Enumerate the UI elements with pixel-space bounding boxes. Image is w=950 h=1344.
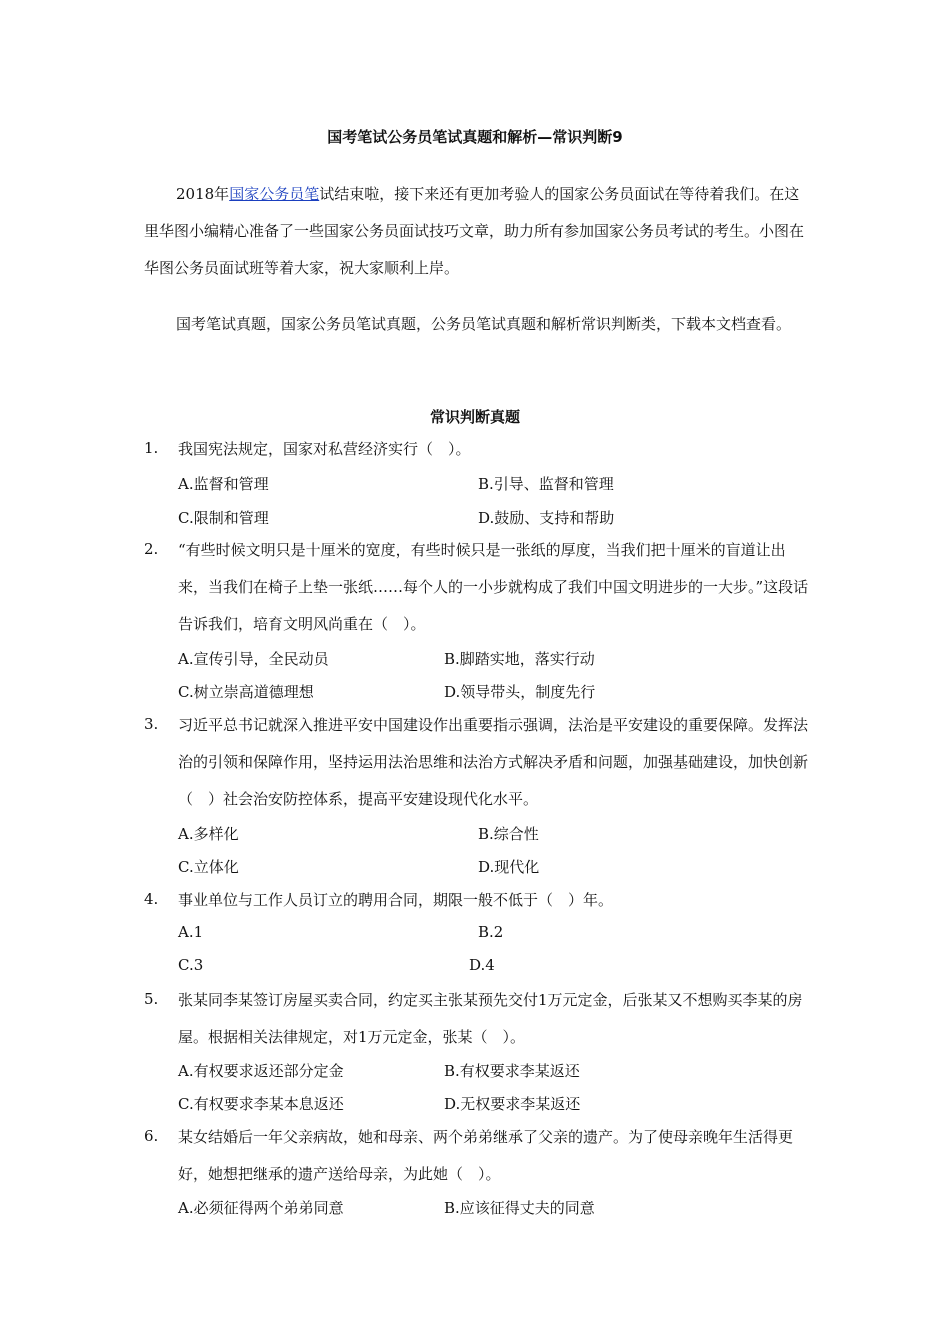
option-b: B.应该征得丈夫的同意: [444, 1199, 595, 1217]
civil-servant-link[interactable]: 国家公务员笔: [229, 185, 320, 203]
document-title: 国考笔试公务员笔试真题和解析—常识判断9: [327, 128, 623, 146]
question-text: 某女结婚后一年父亲病故，她和母亲、两个弟弟继承了父亲的遗产。为了使母亲晚年生活得更好，她想把继承的遗产送给母亲，为此她（ ）。: [178, 1128, 794, 1183]
option-a: A.有权要求返还部分定金: [178, 1062, 344, 1080]
option-c: C.3: [178, 956, 204, 974]
option-d: D.鼓励、支持和帮助: [478, 509, 615, 527]
option-b: B.有权要求李某返还: [444, 1062, 580, 1080]
intro-year: 2018年: [176, 185, 230, 203]
question-number: 3.: [144, 715, 159, 733]
option-d: D.无权要求李某返还: [444, 1095, 581, 1113]
option-c: C.限制和管理: [178, 509, 269, 527]
question-text: 习近平总书记就深入推进平安中国建设作出重要指示强调，法治是平安建设的重要保障。发挥法治的引领和保障作用，坚持运用法治思维和法治方式解决矛盾和问题，加强基础建设，加快创新（ ）社会治安防控体系，提高平安建设现代化水平。: [178, 716, 809, 808]
section-title: 常识判断真题: [429, 408, 520, 426]
option-b: B.2: [478, 923, 504, 941]
question-number: 6.: [144, 1127, 159, 1145]
option-b: B.引导、监督和管理: [478, 475, 614, 493]
intro-paragraph-2: 国考笔试真题，国家公务员笔试真题，公务员笔试真题和解析常识判断类，下载本文档查看。: [176, 315, 792, 333]
question-text: 事业单位与工作人员订立的聘用合同，期限一般不低于（ ）年。: [178, 891, 614, 909]
intro-paragraph-1: [144, 176, 812, 287]
option-d: D.4: [469, 956, 495, 974]
option-b: B.综合性: [478, 825, 539, 843]
option-d: D.现代化: [478, 858, 540, 876]
option-d: D.领导带头，制度先行: [444, 683, 596, 701]
option-a: A.必须征得两个弟弟同意: [178, 1199, 344, 1217]
intro-body: 试结束啦，接下来还有更加考验人的国家公务员面试在等待着我们。在这里华图小编精心准备了一些国家公务员面试技巧文章，助力所有参加国家公务员考试的考生。小图在华图公务员面试班等着大家，祝大家顺利上岸。: [144, 185, 805, 277]
option-c: C.立体化: [178, 858, 239, 876]
option-a: A.1: [178, 923, 204, 941]
question-number: 1.: [144, 439, 159, 457]
option-b: B.脚踏实地，落实行动: [444, 650, 595, 668]
option-a: A.多样化: [178, 825, 239, 843]
option-a: A.宣传引导，全民动员: [178, 650, 329, 668]
question-text: “有些时候文明只是十厘米的宽度，有些时候只是一张纸的厚度，当我们把十厘米的盲道让出来，当我们在椅子上垫一张纸……每个人的一小步就构成了我们中国文明进步的一大步。”这段话告诉我们，培育文明风尚重在（ ）。: [178, 541, 809, 633]
question-number: 4.: [144, 890, 159, 908]
option-c: C.树立崇高道德理想: [178, 683, 314, 701]
question-number: 2.: [144, 540, 159, 558]
question-text: 张某同李某签订房屋买卖合同，约定买主张某预先交付1万元定金，后张某又不想购买李某的房屋。根据相关法律规定，对1万元定金，张某（ ）。: [178, 991, 803, 1046]
question-number: 5.: [144, 990, 159, 1008]
option-a: A.监督和管理: [178, 475, 269, 493]
option-c: C.有权要求李某本息返还: [178, 1095, 344, 1113]
question-text: 我国宪法规定，国家对私营经济实行（ ）。: [178, 440, 471, 458]
